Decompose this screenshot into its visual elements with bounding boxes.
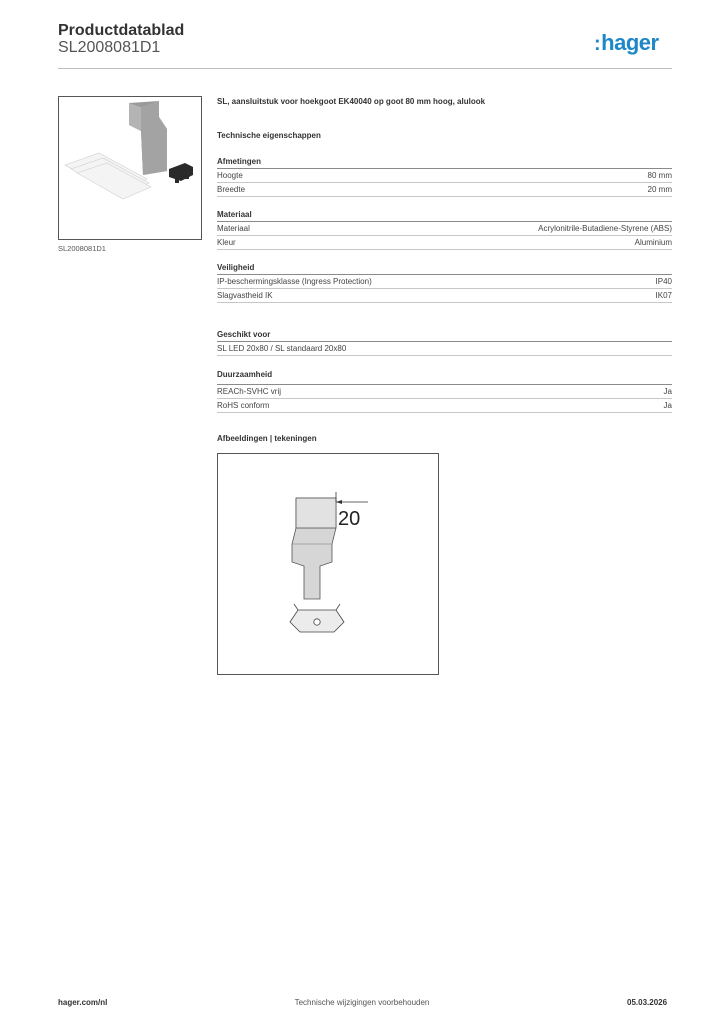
row-value: IK07 <box>655 291 672 300</box>
row-value: Acrylonitrile-Butadiene-Styrene (ABS) <box>538 224 672 233</box>
row-value: IP40 <box>655 277 672 286</box>
table-row <box>217 222 672 236</box>
section-heading-geschikt-voor: Geschikt voor <box>217 330 271 339</box>
section-heading-materiaal: Materiaal <box>217 210 252 219</box>
table-row <box>217 385 672 399</box>
photo-caption: SL2008081D1 <box>58 244 106 253</box>
table-row <box>217 289 672 303</box>
table-row <box>217 169 672 183</box>
row-label: Kleur <box>217 238 236 247</box>
product-description: SL, aansluitstuk voor hoekgoot EK40040 op goot 80 mm hoog, alulook <box>217 97 486 106</box>
row-label: IP-beschermingsklasse (Ingress Protection) <box>217 277 372 286</box>
table-row <box>217 275 672 289</box>
row-value: 20 mm <box>647 185 672 194</box>
row-label: Breedte <box>217 185 246 194</box>
footer-date: 05.03.2026 <box>627 998 668 1007</box>
document-title: Productdatablad <box>58 22 185 39</box>
logo-text: hager <box>601 30 659 55</box>
product-code: SL2008081D1 <box>58 39 161 56</box>
row-value: Aluminium <box>634 238 672 247</box>
row-value: 80 mm <box>647 171 672 180</box>
row-label: SL LED 20x80 / SL standaard 20x80 <box>217 344 347 353</box>
row-label: RoHS conform <box>217 401 270 410</box>
dimension-label: 20 <box>338 508 361 530</box>
product-photo <box>58 96 202 240</box>
technical-drawing <box>217 453 439 675</box>
row-label: Hoogte <box>217 171 243 180</box>
row-label: REACh-SVHC vrij <box>217 387 282 396</box>
row-value: Ja <box>663 401 672 410</box>
drawings-heading: Afbeeldingen | tekeningen <box>217 434 317 443</box>
footer-website: hager.com/nl <box>58 998 108 1007</box>
section-heading-afmetingen: Afmetingen <box>217 157 261 166</box>
header-divider <box>58 68 672 69</box>
table-row <box>217 183 672 197</box>
row-label: Slagvastheid IK <box>217 291 273 300</box>
table-row <box>217 399 672 413</box>
row-value: Ja <box>663 387 672 396</box>
product-photo-illustration <box>59 97 201 239</box>
properties-heading: Technische eigenschappen <box>217 131 321 140</box>
row-label: Materiaal <box>217 224 250 233</box>
table-row <box>217 236 672 250</box>
hager-logo: :hager <box>594 30 659 55</box>
technical-drawing-svg <box>218 454 438 674</box>
footer-notice: Technische wijzigingen voorbehouden <box>294 998 430 1007</box>
section-heading-duurzaamheid: Duurzaamheid <box>217 370 273 379</box>
table-row <box>217 342 672 356</box>
section-heading-veiligheid: Veiligheid <box>217 263 255 272</box>
